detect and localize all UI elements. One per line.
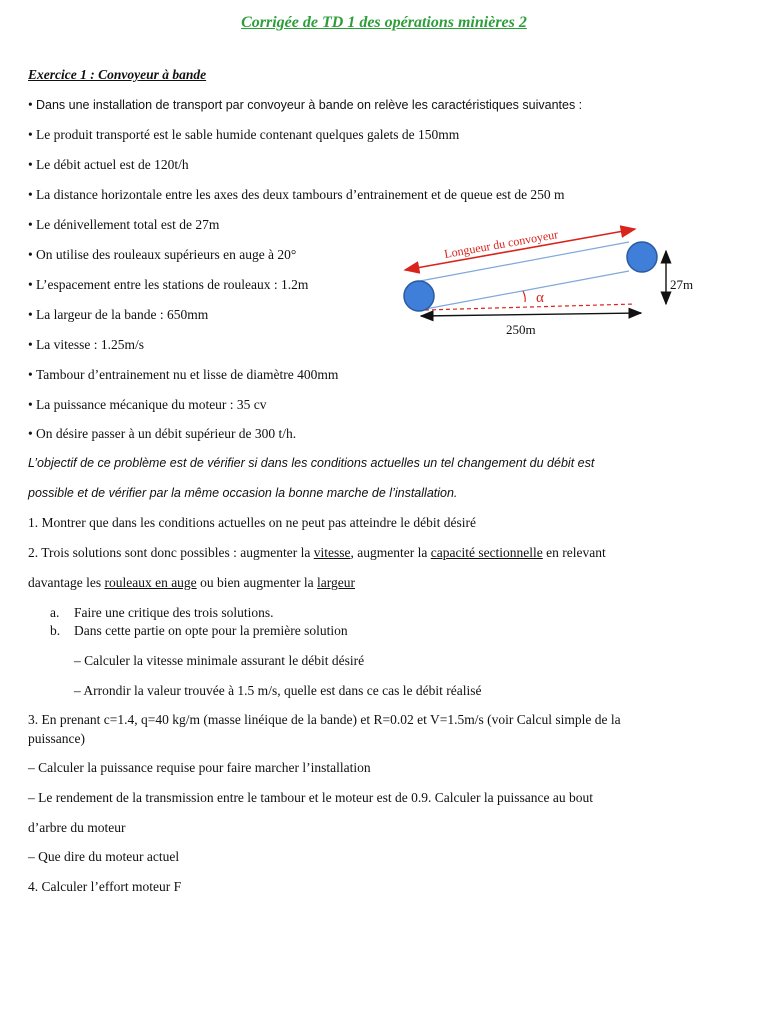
bullet-marker: • xyxy=(28,187,33,202)
bullet-item xyxy=(28,337,144,353)
bullet-text: On utilise des rouleaux supérieurs en auge à 20° xyxy=(36,247,297,262)
belt-bottom-line xyxy=(420,271,629,310)
bullet-marker: • xyxy=(28,367,33,382)
bullet-item xyxy=(28,217,219,233)
bullet-marker: • xyxy=(28,277,33,292)
length-label: Longueur du convoyeur xyxy=(443,227,560,261)
document-title: Corrigée de TD 1 des opérations minières 2 xyxy=(241,14,527,31)
q2-b-text: Dans cette partie on opte pour la première solution xyxy=(74,623,348,638)
bullet-text: Dans une installation de transport par convoyeur à bande on relève les caractéristiques suivantes : xyxy=(36,98,583,112)
question-3-line-2: puissance) xyxy=(28,731,85,746)
bullet-item xyxy=(28,397,267,413)
question-2-line-1 xyxy=(28,545,606,561)
angle-arc xyxy=(523,291,525,302)
bullet-marker: • xyxy=(28,127,33,142)
q3-dash-2b: d’arbre du moteur xyxy=(28,820,126,835)
q2-dash-1: – Calculer la vitesse minimale assurant le débit désiré xyxy=(74,653,365,668)
tail-drum xyxy=(404,281,434,311)
exercise-heading: Exercice 1 : Convoyeur à bande xyxy=(28,67,207,82)
bullet-marker: • xyxy=(28,97,33,112)
q3-dash-3: – Que dire du moteur actuel xyxy=(28,849,180,864)
bullet-text: La largeur de la bande : 650mm xyxy=(36,307,209,322)
bullet-marker: • xyxy=(28,426,33,441)
bullet-marker: • xyxy=(28,217,33,232)
bullet-item xyxy=(28,247,296,263)
bullet-text: Le débit actuel est de 120t/h xyxy=(36,157,189,172)
bullet-text: La puissance mécanique du moteur : 35 cv xyxy=(36,397,267,412)
question-4: 4. Calculer l’effort moteur F xyxy=(28,879,182,894)
bullet-text: On désire passer à un débit supérieur de 300 t/h. xyxy=(36,426,297,441)
bullet-item xyxy=(28,127,459,143)
q2-a-marker: a. xyxy=(50,605,60,620)
q2-vitesse: vitesse xyxy=(313,545,351,560)
angle-label: α xyxy=(536,290,544,306)
q3-dash-1: – Calculer la puissance requise pour faire marcher l’installation xyxy=(28,760,371,775)
bullet-item xyxy=(28,277,308,293)
q2-text: en relevant xyxy=(542,545,606,560)
bullet-text: La distance horizontale entre les axes des deux tambours d’entrainement et de queue est de 250 m xyxy=(36,187,565,202)
bullet-item xyxy=(28,367,338,383)
bullet-marker: • xyxy=(28,397,33,412)
bullet-item xyxy=(28,187,565,203)
bullet-text: Le dénivellement total est de 27m xyxy=(36,217,220,232)
height-label: 27m xyxy=(670,277,694,292)
q2-rouleaux: rouleaux en auge xyxy=(104,575,197,590)
bullet-marker: • xyxy=(28,247,33,262)
bullet-text: L’espacement entre les stations de rouleaux : 1.2m xyxy=(36,277,309,292)
q2-capacite: capacité sectionnelle xyxy=(430,545,543,560)
bullet-text: Le produit transporté est le sable humide contenant quelques galets de 150mm xyxy=(36,127,460,142)
bullet-marker: • xyxy=(28,337,33,352)
question-2-line-2 xyxy=(28,575,355,591)
bullet-text: Tambour d’entrainement nu et lisse de diamètre 400mm xyxy=(36,367,339,382)
q2-text: ou bien augmenter la xyxy=(196,575,318,590)
distance-arrow xyxy=(421,313,641,316)
distance-label: 250m xyxy=(506,322,536,337)
q3-dash-2a: – Le rendement de la transmission entre le tambour et le moteur est de 0.9. Calculer la puissance au bout xyxy=(28,790,593,805)
bullet-item xyxy=(28,307,208,323)
objective-line-1: L’objectif de ce problème est de vérifier si dans les conditions actuelles un tel changement du débit est xyxy=(28,456,595,470)
q2-text: davantage les xyxy=(28,575,105,590)
bullet-marker: • xyxy=(28,307,33,322)
q2-a-text: Faire une critique des trois solutions. xyxy=(74,605,274,620)
conveyor-diagram xyxy=(395,222,705,342)
question-1: 1. Montrer que dans les conditions actuelles on ne peut pas atteindre le débit désiré xyxy=(28,515,476,530)
q2-text: 2. Trois solutions sont donc possibles : augmenter la xyxy=(28,545,314,560)
bullet-item xyxy=(28,157,189,173)
q2-dash-2: – Arrondir la valeur trouvée à 1.5 m/s, quelle est dans ce cas le débit réalisé xyxy=(74,683,482,698)
bullet-marker: • xyxy=(28,157,33,172)
drive-drum xyxy=(627,242,657,272)
question-3-line-1: 3. En prenant c=1.4, q=40 kg/m (masse linéique de la bande) et R=0.02 et V=1.5m/s (voir Calcul simple de la xyxy=(28,712,621,727)
bullet-item xyxy=(28,426,296,442)
q2-b-marker: b. xyxy=(50,623,61,638)
q2-text: , augmenter la xyxy=(350,545,431,560)
objective-line-2: possible et de vérifier par la même occasion la bonne marche de l’installation. xyxy=(28,486,458,500)
bullet-item xyxy=(28,97,582,113)
bullet-text: La vitesse : 1.25m/s xyxy=(36,337,144,352)
q2-largeur: largeur xyxy=(317,575,356,590)
horizontal-baseline xyxy=(425,304,635,310)
